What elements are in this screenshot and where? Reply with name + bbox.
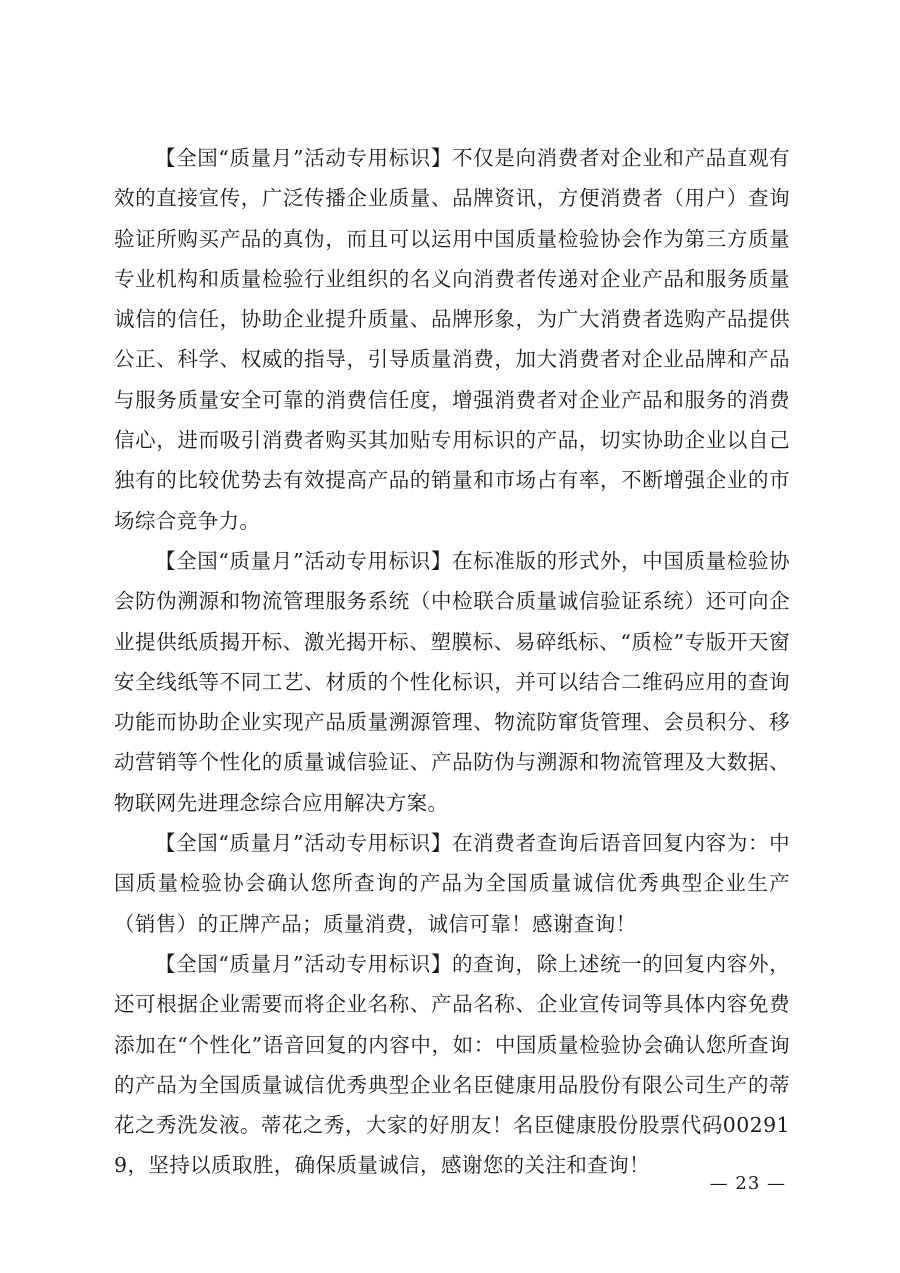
paragraph-4: 【全国“质量月”活动专用标识】的查询，除上述统一的回复内容外，还可根据企业需要而将企业名称、产品名称、企业宣传词等具体内容免费添加在“个性化”语音回复的内容中，如：中国质量检验协会确认您所查询的产品为全国质量诚信优秀典型企业名臣健康用品股份有限公司生产的蒂花之秀洗发液。蒂花之秀，大家的好朋友！名臣健康股份股票代码002919，坚持以质取胜，确保质量诚信，感谢您的关注和查询！: [114, 951, 790, 1178]
paragraph-2: 【全国“质量月”活动专用标识】在标准版的形式外，中国质量检验协会防伪溯源和物流管理服务系统（中检联合质量诚信验证系统）还可向企业提供纸质揭开标、激光揭开标、塑膜标、易碎纸标、“质检”专版开天窗安全线纸等不同工艺、材质的个性化标识，并可以结合二维码应用的查询功能而协助企业实现产品质量溯源管理、物流防窜货管理、会员积分、移动营销等个性化的质量诚信验证、产品防伪与溯源和物流管理及大数据、物联网先进理念综合应用解决方案。: [114, 548, 790, 815]
page-number: — 23 —: [709, 1173, 786, 1194]
document-body: [114, 138, 790, 1186]
paragraph-1: 【全国“质量月”活动专用标识】不仅是向消费者对企业和产品直观有效的直接宣传，广泛传播企业质量、品牌资讯，方便消费者（用户）查询验证所购买产品的真伪，而且可以运用中国质量检验协会作为第三方质量专业机构和质量检验行业组织的名义向消费者传递对企业产品和服务质量诚信的信任，协助企业提升质量、品牌形象，为广大消费者选购产品提供公正、科学、权威的指导，引导质量消费，加大消费者对企业品牌和产品与服务质量安全可靠的消费信任度，增强消费者对企业产品和服务的消费信心，进而吸引消费者购买其加贴专用标识的产品，切实协助企业以自己独有的比较优势去有效提高产品的销量和市场占有率，不断增强企业的市场综合竞争力。: [114, 146, 790, 533]
paragraph-3: 【全国“质量月”活动专用标识】在消费者查询后语音回复内容为：中国质量检验协会确认您所查询的产品为全国质量诚信优秀典型企业生产（销售）的正牌产品；质量消费，诚信可靠！感谢查询！: [114, 831, 790, 936]
